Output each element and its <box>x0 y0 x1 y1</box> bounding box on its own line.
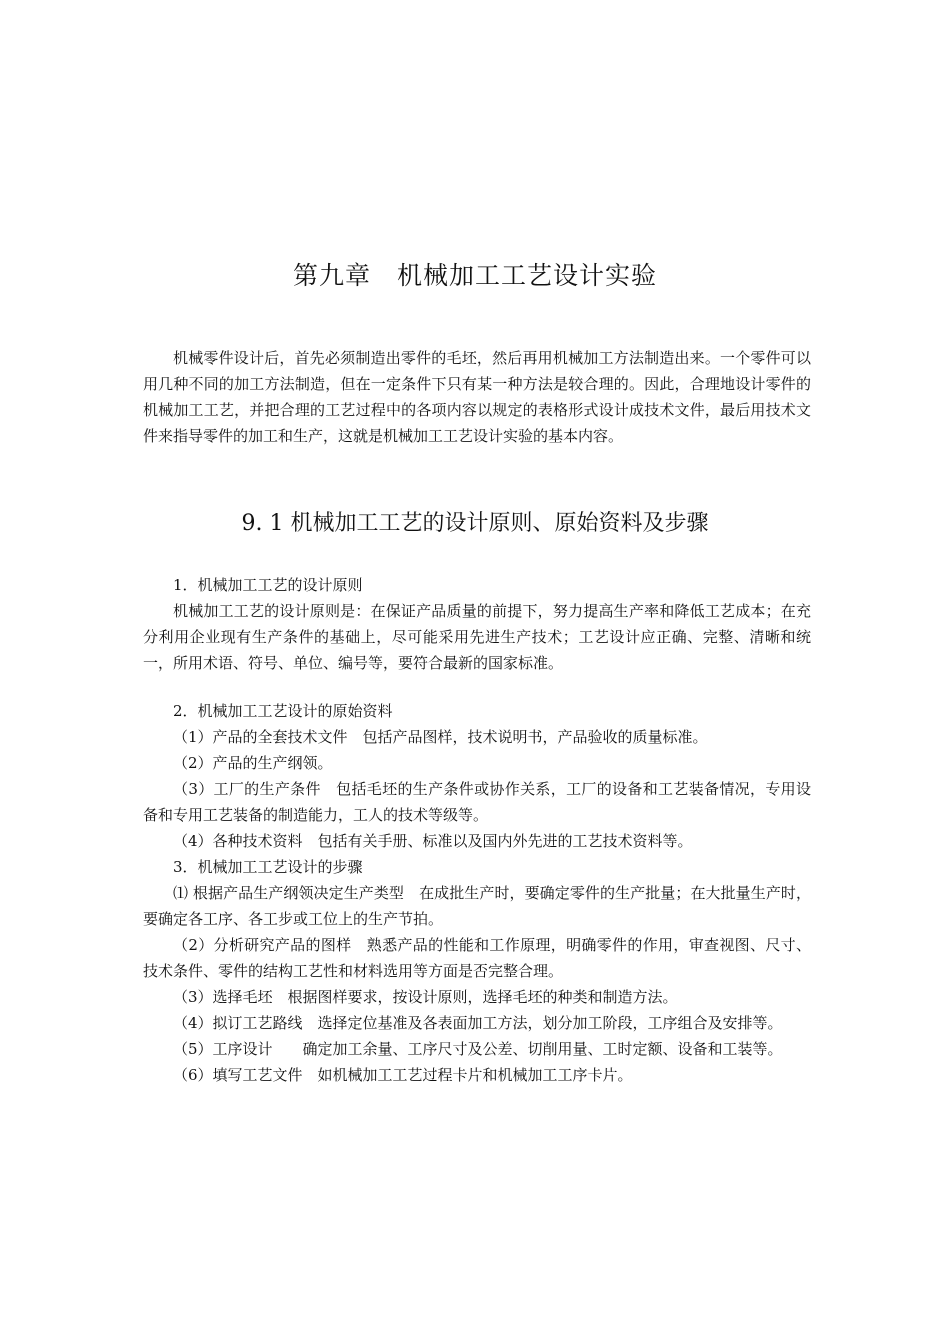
materials-item: （3）工厂的生产条件 包括毛坯的生产条件或协作关系，工厂的设备和工艺装备情况，专用设备和专用工艺装备的制造能力，工人的技术等级等。 <box>143 780 811 824</box>
steps-item: （5）工序设计 确定加工余量、工序尺寸及公差、切削用量、工时定额、设备和工装等。 <box>173 1040 783 1058</box>
materials-heading: 2．机械加工工艺设计的原始资料 <box>173 702 393 720</box>
steps-item: （6）填写工艺文件 如机械加工工艺过程卡片和机械加工工序卡片。 <box>173 1066 633 1084</box>
intro-paragraph: 机械零件设计后，首先必须制造出零件的毛坯，然后再用机械加工方法制造出来。一个零件可以用几种不同的加工方法制造，但在一定条件下只有某一种方法是较合理的。因此，合理地设计零件的机械加工工艺，并把合理的工艺过程中的各项内容以规定的表格形式设计成技术文件，最后用技术文件来指导零件的加工和生产，这就是机械加工工艺设计实验的基本内容。 <box>143 349 811 445</box>
chapter-title: 第九章 机械加工工艺设计实验 <box>292 261 657 290</box>
section-title: 9. 1 机械加工工艺的设计原则、原始资料及步骤 <box>241 511 709 536</box>
steps-item: （2）分析研究产品的图样 熟悉产品的性能和工作原理，明确零件的作用，审查视图、尺寸、技术条件、零件的结构工艺性和材料选用等方面是否完整合理。 <box>143 936 811 980</box>
principles-block <box>143 572 811 676</box>
materials-item: （1）产品的全套技术文件 包括产品图样，技术说明书，产品验收的质量标准。 <box>173 728 708 746</box>
steps-item: ⑴ 根据产品生产纲领决定生产类型 在成批生产时，要确定零件的生产批量；在大批量生产时，要确定各工序、各工步或工位上的生产节拍。 <box>143 884 811 928</box>
materials-steps-block <box>143 698 811 1088</box>
intro-block <box>143 345 811 449</box>
principles-paragraph: 机械加工工艺的设计原则是：在保证产品质量的前提下，努力提高生产率和降低工艺成本；在充分利用企业现有生产条件的基础上，尽可能采用先进生产技术；工艺设计应正确、完整、清晰和统一，所用术语、符号、单位、编号等，要符合最新的国家标准。 <box>143 602 811 672</box>
steps-item: （3）选择毛坯 根据图样要求，按设计原则，选择毛坯的种类和制造方法。 <box>173 988 678 1006</box>
steps-item: （4）拟订工艺路线 选择定位基准及各表面加工方法，划分加工阶段，工序组合及安排等。 <box>173 1014 783 1032</box>
principles-heading: 1．机械加工工艺的设计原则 <box>173 576 363 594</box>
materials-item: （2）产品的生产纲领。 <box>173 754 333 772</box>
steps-heading: 3．机械加工工艺设计的步骤 <box>173 858 363 876</box>
materials-item: （4）各种技术资料 包括有关手册、标准以及国内外先进的工艺技术资料等。 <box>173 832 693 850</box>
